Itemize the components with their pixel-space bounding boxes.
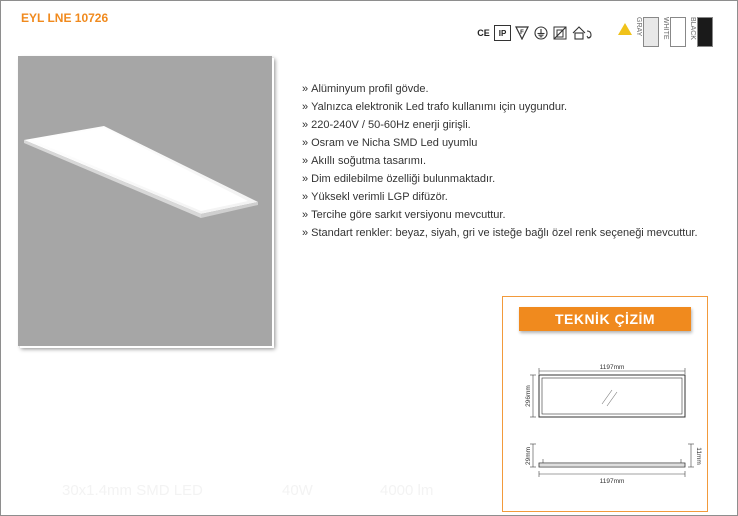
f-mark-icon: [514, 26, 530, 40]
color-swatch-label: BLACK: [689, 17, 696, 40]
color-swatch-label: WHITE: [662, 17, 669, 40]
footer-spec-lumen: 4000 lm: [380, 482, 434, 499]
feature-item: » Tercihe göre sarkıt versiyonu mevcuttur.: [302, 209, 506, 221]
color-swatch-box: [697, 17, 713, 47]
model-code: EYL LNE 10726: [21, 11, 109, 25]
color-swatch-white: [661, 17, 686, 47]
color-swatch-box: [670, 17, 686, 47]
feature-list: [302, 80, 698, 242]
dim-side-height-right: 11mm: [695, 447, 702, 465]
color-swatch-label: GRAY: [635, 17, 642, 37]
warning-triangle-icon: [616, 20, 632, 40]
feature-item: » Yalnızca elektronik Led trafo kullanımı için uygundur.: [302, 101, 568, 113]
led-panel-illustration: [18, 56, 272, 346]
dim-side-width: 1197mm: [599, 478, 625, 485]
technical-drawing: [503, 297, 707, 511]
footer-spec-power: 40W: [282, 482, 313, 499]
certification-icons: [476, 23, 595, 43]
footer-spec-led: 30x1.4mm SMD LED: [62, 482, 203, 499]
feature-item: » Dim edilebilme özelliği bulunmaktadır.: [302, 173, 496, 185]
color-swatch-gray: [634, 17, 659, 47]
feature-item: » Akıllı soğutma tasarımı.: [302, 155, 427, 167]
color-swatch-box: [643, 17, 659, 47]
feature-item: » Yüksekl verimli LGP difüzör.: [302, 191, 448, 203]
dim-top-height: 296mm: [525, 385, 532, 407]
technical-drawing-title: TEKNİK ÇİZİM: [519, 307, 691, 331]
color-swatch-black: [688, 17, 713, 47]
feature-item: » Standart renkler: beyaz, siyah, gri ve isteğe bağlı özel renk seçeneği mevcuttur.: [302, 227, 698, 239]
feature-item: » 220-240V / 50-60Hz enerji girişli.: [302, 119, 471, 131]
indoor-use-icon: [571, 26, 595, 40]
technical-drawing-panel: [502, 296, 708, 512]
dim-side-height-left: 29mm: [525, 446, 532, 466]
dim-top-width: 1197mm: [599, 364, 625, 371]
ip-rating-icon: IP: [494, 25, 511, 41]
ce-mark-icon: CE: [477, 28, 490, 38]
product-photo: [18, 56, 272, 346]
feature-item: » Osram ve Nicha SMD Led uyumlu: [302, 137, 478, 149]
color-options: [616, 17, 713, 49]
feature-item: » Alüminyum profil gövde.: [302, 83, 429, 95]
svg-text:F: F: [520, 30, 524, 36]
weee-bin-icon: [552, 26, 568, 40]
earth-ground-icon: [533, 26, 549, 40]
